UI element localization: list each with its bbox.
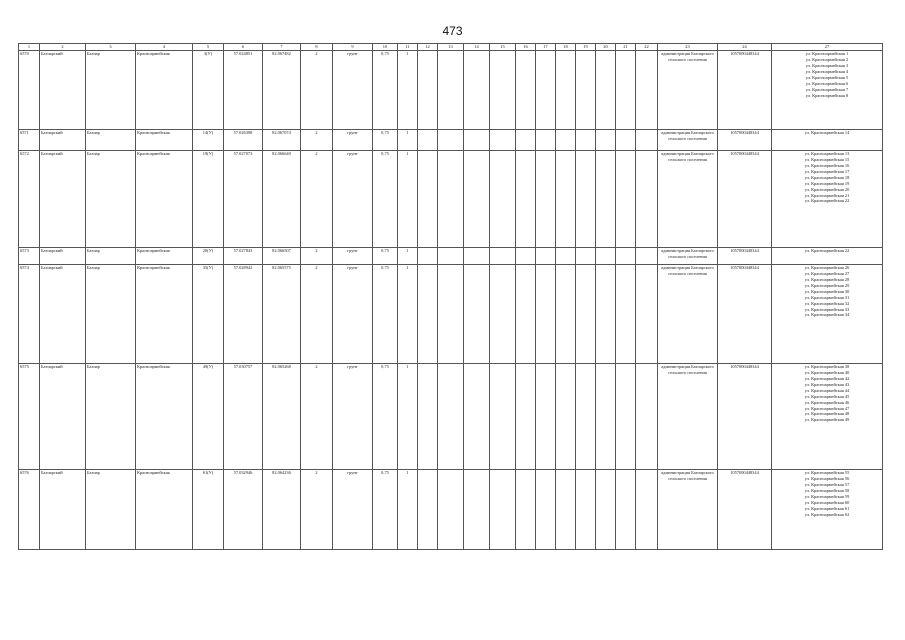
address-line: ул. Красноармейская 16 (804, 162, 850, 168)
cell-empty (596, 150, 616, 247)
cell-empty (536, 264, 556, 363)
column-number: 2 (40, 44, 86, 51)
cell-empty (438, 469, 464, 549)
cell-empty (516, 150, 536, 247)
table-row (19, 363, 883, 469)
cell-c5: 20(У) (193, 247, 224, 264)
cell-c5: 35(У) (193, 264, 224, 363)
address-line: ул. Красноармейская 13 (804, 150, 850, 156)
cell-c10: 0,75 (373, 264, 398, 363)
address-line: ул. Красноармейская 45 (804, 393, 850, 399)
address-line: ул. Красноармейская 62 (804, 511, 850, 517)
cell-c4: Красноармейская (136, 129, 193, 150)
cell-empty (596, 469, 616, 549)
address-line: ул. Красноармейская 1 (805, 50, 849, 56)
cell-addresses (772, 247, 883, 264)
cell-owner: администрация Бахчарского сельского поселения (658, 264, 718, 363)
cell-empty (464, 150, 490, 247)
address-line: ул. Красноармейская 61 (804, 505, 850, 511)
cell-c11: 1 (398, 247, 418, 264)
cell-c2: Бахчарский (40, 264, 86, 363)
column-number: 9 (333, 44, 373, 51)
table-body (19, 50, 883, 549)
cell-empty (616, 264, 636, 363)
cell-c3: Бахчар (86, 50, 136, 129)
address-line: ул. Красноармейская 46 (804, 399, 850, 405)
cell-c7: 82.066640 (263, 150, 301, 247)
cell-empty (536, 50, 556, 129)
cell-c10: 0,75 (373, 247, 398, 264)
cell-empty (438, 50, 464, 129)
cell-c11: 1 (398, 363, 418, 469)
address-line: ул. Красноармейская 2 (805, 56, 849, 62)
cell-c5: 14(У) (193, 129, 224, 150)
column-number: 4 (136, 44, 193, 51)
cell-c9: грунт (333, 150, 373, 247)
column-number: 14 (464, 44, 490, 51)
cell-addresses (772, 129, 883, 150)
cell-c3: Бахчар (86, 264, 136, 363)
cell-c10: 0,75 (373, 469, 398, 549)
cell-empty (556, 247, 576, 264)
cell-addresses (772, 150, 883, 247)
table-row (19, 129, 883, 150)
address-line: ул. Красноармейская 32 (804, 300, 850, 306)
cell-addresses (772, 264, 883, 363)
cell-c2: Бахчарский (40, 247, 86, 264)
address-line: ул. Красноармейская 21 (804, 192, 850, 198)
cell-c11: 1 (398, 150, 418, 247)
address-line: ул. Красноармейская 58 (804, 487, 850, 493)
cell-c11: 1 (398, 129, 418, 150)
cell-empty (464, 247, 490, 264)
address-line: ул. Красноармейская 49 (804, 417, 850, 423)
column-number: 11 (398, 44, 418, 51)
cell-c2: Бахчарский (40, 50, 86, 129)
cell-empty (616, 150, 636, 247)
column-number: 27 (772, 44, 883, 51)
cell-addresses (772, 469, 883, 549)
table-row (19, 469, 883, 549)
address-line: ул. Красноармейская 15 (804, 156, 850, 162)
cell-c6: 57.024851 (224, 50, 263, 129)
cell-c1: 6575 (19, 363, 40, 469)
cell-empty (438, 363, 464, 469)
address-line: ул. Красноармейская 8 (805, 92, 849, 98)
cell-c3: Бахчар (86, 247, 136, 264)
cell-c7: 82.066507 (263, 247, 301, 264)
address-line: ул. Красноармейская 7 (805, 86, 849, 92)
cell-c11: 1 (398, 264, 418, 363)
cell-c2: Бахчарский (40, 363, 86, 469)
address-line: ул. Красноармейская 22 (804, 247, 850, 253)
cell-c10: 0,75 (373, 363, 398, 469)
address-line: ул. Красноармейская 48 (804, 411, 850, 417)
cell-ogrn: 1057000448344 (718, 150, 772, 247)
cell-empty (536, 129, 556, 150)
cell-c1: 6572 (19, 150, 40, 247)
table-row (19, 264, 883, 363)
cell-c6: 57.028942 (224, 264, 263, 363)
cell-empty (576, 264, 596, 363)
cell-empty (464, 50, 490, 129)
address-line: ул. Красноармейская 59 (804, 493, 850, 499)
address-line: ул. Красноармейская 14 (804, 129, 850, 135)
cell-ogrn: 1057000448344 (718, 50, 772, 129)
cell-empty (616, 363, 636, 469)
cell-empty (438, 129, 464, 150)
cell-owner: администрация Бахчарского сельского поселения (658, 129, 718, 150)
address-line: ул. Красноармейская 4 (805, 68, 849, 74)
cell-c9: грунт (333, 50, 373, 129)
address-line: ул. Красноармейская 6 (805, 80, 849, 86)
address-line: ул. Красноармейская 56 (804, 475, 850, 481)
column-number-row (19, 44, 883, 51)
cell-c5: 3(У) (193, 50, 224, 129)
address-line: ул. Красноармейская 43 (804, 381, 850, 387)
cell-owner: администрация Бахчарского сельского поселения (658, 469, 718, 549)
cell-empty (576, 129, 596, 150)
cell-ogrn: 1057000448344 (718, 264, 772, 363)
column-number: 3 (86, 44, 136, 51)
cell-ogrn: 1057000448344 (718, 129, 772, 150)
column-number: 13 (438, 44, 464, 51)
cell-empty (418, 264, 438, 363)
cell-empty (636, 469, 658, 549)
cell-c2: Бахчарский (40, 469, 86, 549)
cell-owner: администрация Бахчарского сельского поселения (658, 150, 718, 247)
cell-c6: 57.026398 (224, 129, 263, 150)
cell-empty (536, 247, 556, 264)
cell-empty (516, 264, 536, 363)
cell-c11: 1 (398, 469, 418, 549)
address-line: ул. Красноармейская 26 (804, 264, 850, 270)
cell-c8: 2 (301, 247, 333, 264)
column-number: 8 (301, 44, 333, 51)
address-line: ул. Красноармейская 18 (804, 174, 850, 180)
cell-empty (464, 129, 490, 150)
cell-addresses (772, 363, 883, 469)
cell-c6: 57.027073 (224, 150, 263, 247)
column-number: 10 (373, 44, 398, 51)
address-line: ул. Красноармейская 34 (804, 312, 850, 318)
cell-empty (536, 150, 556, 247)
cell-c10: 0,75 (373, 50, 398, 129)
cell-c4: Красноармейская (136, 50, 193, 129)
address-line: ул. Красноармейская 33 (804, 306, 850, 312)
address-line: ул. Красноармейская 40 (804, 369, 850, 375)
cell-c5: 61(У) (193, 469, 224, 549)
cell-c9: грунт (333, 247, 373, 264)
cell-empty (418, 469, 438, 549)
address-line: ул. Красноармейская 38 (804, 363, 850, 369)
cell-owner: администрация Бахчарского сельского поселения (658, 50, 718, 129)
cell-c11: 1 (398, 50, 418, 129)
cell-empty (576, 50, 596, 129)
address-line: ул. Красноармейская 28 (804, 276, 850, 282)
column-number: 17 (536, 44, 556, 51)
cell-c7: 82.065575 (263, 264, 301, 363)
cell-empty (616, 469, 636, 549)
cell-c8: 2 (301, 129, 333, 150)
address-line: ул. Красноармейская 31 (804, 294, 850, 300)
cell-empty (490, 129, 516, 150)
address-line: ул. Красноармейская 57 (804, 481, 850, 487)
cell-empty (516, 129, 536, 150)
cell-empty (516, 247, 536, 264)
cell-empty (556, 50, 576, 129)
cell-c4: Красноармейская (136, 363, 193, 469)
column-number: 19 (576, 44, 596, 51)
column-number: 21 (616, 44, 636, 51)
cell-empty (636, 150, 658, 247)
cell-empty (490, 264, 516, 363)
address-line: ул. Красноармейская 30 (804, 288, 850, 294)
cell-c7: 82.065268 (263, 363, 301, 469)
cell-c9: грунт (333, 363, 373, 469)
cell-ogrn: 1057000448344 (718, 247, 772, 264)
column-number: 7 (263, 44, 301, 51)
cell-empty (636, 129, 658, 150)
address-line: ул. Красноармейская 17 (804, 168, 850, 174)
column-number: 20 (596, 44, 616, 51)
cell-empty (516, 469, 536, 549)
cell-empty (464, 469, 490, 549)
cell-c8: 2 (301, 50, 333, 129)
cell-empty (576, 247, 596, 264)
cell-empty (490, 150, 516, 247)
cell-empty (576, 469, 596, 549)
cell-empty (616, 247, 636, 264)
cell-empty (636, 247, 658, 264)
cell-owner: администрация Бахчарского сельского поселения (658, 363, 718, 469)
cell-c3: Бахчар (86, 469, 136, 549)
cell-c3: Бахчар (86, 129, 136, 150)
column-number: 6 (224, 44, 263, 51)
column-number: 16 (516, 44, 536, 51)
cell-addresses (772, 50, 883, 129)
cell-empty (418, 50, 438, 129)
cell-empty (464, 264, 490, 363)
address-line: ул. Красноармейская 55 (804, 469, 850, 475)
cell-c8: 2 (301, 150, 333, 247)
cell-c8: 2 (301, 363, 333, 469)
cell-empty (490, 469, 516, 549)
cell-c8: 2 (301, 264, 333, 363)
cell-c7: 82.064236 (263, 469, 301, 549)
cell-empty (576, 150, 596, 247)
cell-c1: 6576 (19, 469, 40, 549)
column-number: 18 (556, 44, 576, 51)
address-line: ул. Красноармейская 42 (804, 375, 850, 381)
cell-empty (556, 469, 576, 549)
cell-empty (438, 264, 464, 363)
cell-c1: 6570 (19, 50, 40, 129)
cell-empty (596, 264, 616, 363)
cell-c9: грунт (333, 264, 373, 363)
cell-c8: 2 (301, 469, 333, 549)
cell-empty (464, 363, 490, 469)
column-number: 15 (490, 44, 516, 51)
address-line: ул. Красноармейская 29 (804, 282, 850, 288)
cell-c5: 49(У) (193, 363, 224, 469)
address-line: ул. Красноармейская 20 (804, 186, 850, 192)
cell-c4: Красноармейская (136, 264, 193, 363)
cell-empty (596, 363, 616, 469)
cell-c5: 19(У) (193, 150, 224, 247)
address-line: ул. Красноармейская 22 (804, 198, 850, 204)
cell-empty (556, 129, 576, 150)
cell-empty (596, 247, 616, 264)
cell-empty (556, 363, 576, 469)
cell-c3: Бахчар (86, 363, 136, 469)
cell-empty (596, 50, 616, 129)
cell-empty (418, 150, 438, 247)
cell-empty (616, 50, 636, 129)
cell-empty (536, 469, 556, 549)
cell-empty (438, 150, 464, 247)
cell-empty (418, 129, 438, 150)
cell-empty (636, 264, 658, 363)
cell-c9: грунт (333, 469, 373, 549)
cell-empty (418, 247, 438, 264)
register-table (18, 43, 883, 550)
cell-empty (596, 129, 616, 150)
cell-ogrn: 1057000448344 (718, 363, 772, 469)
cell-ogrn: 1057000448344 (718, 469, 772, 549)
address-line: ул. Красноармейская 44 (804, 387, 850, 393)
column-number: 1 (19, 44, 40, 51)
cell-empty (516, 363, 536, 469)
cell-c6: 57.032946 (224, 469, 263, 549)
column-number: 5 (193, 44, 224, 51)
cell-empty (490, 50, 516, 129)
cell-empty (556, 150, 576, 247)
cell-empty (636, 363, 658, 469)
cell-c4: Красноармейская (136, 150, 193, 247)
page-number: 473 (442, 24, 463, 38)
column-number: 24 (718, 44, 772, 51)
cell-empty (616, 129, 636, 150)
address-line: ул. Красноармейская 5 (805, 74, 849, 80)
cell-empty (516, 50, 536, 129)
cell-empty (418, 363, 438, 469)
table-row (19, 247, 883, 264)
cell-empty (536, 363, 556, 469)
cell-c3: Бахчар (86, 150, 136, 247)
cell-c10: 0,75 (373, 129, 398, 150)
cell-c7: 82.067482 (263, 50, 301, 129)
cell-c6: 57.027843 (224, 247, 263, 264)
cell-empty (438, 247, 464, 264)
address-line: ул. Красноармейская 27 (804, 270, 850, 276)
cell-c1: 6571 (19, 129, 40, 150)
column-number: 12 (418, 44, 438, 51)
cell-c4: Красноармейская (136, 469, 193, 549)
cell-c2: Бахчарский (40, 150, 86, 247)
cell-empty (490, 247, 516, 264)
cell-c1: 6574 (19, 264, 40, 363)
cell-c7: 82.067074 (263, 129, 301, 150)
column-number: 23 (658, 44, 718, 51)
address-line: ул. Красноармейская 3 (805, 62, 849, 68)
cell-c4: Красноармейская (136, 247, 193, 264)
cell-empty (636, 50, 658, 129)
cell-empty (576, 363, 596, 469)
cell-c10: 0,75 (373, 150, 398, 247)
cell-c2: Бахчарский (40, 129, 86, 150)
address-line: ул. Красноармейская 47 (804, 405, 850, 411)
cell-owner: администрация Бахчарского сельского поселения (658, 247, 718, 264)
cell-c6: 57.030757 (224, 363, 263, 469)
cell-empty (556, 264, 576, 363)
table-row (19, 50, 883, 129)
cell-c9: грунт (333, 129, 373, 150)
table-row (19, 150, 883, 247)
cell-c1: 6573 (19, 247, 40, 264)
column-number: 22 (636, 44, 658, 51)
cell-empty (490, 363, 516, 469)
address-line: ул. Красноармейская 19 (804, 180, 850, 186)
address-line: ул. Красноармейская 60 (804, 499, 850, 505)
